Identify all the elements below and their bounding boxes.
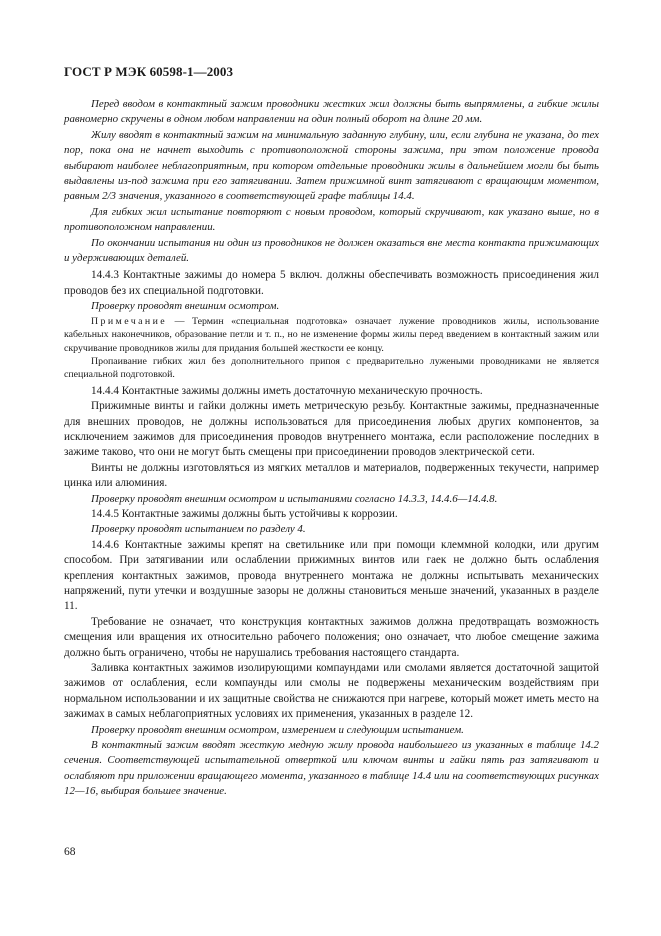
clause-14-4-4: 14.4.4 Контактные зажимы должны иметь достаточную механическую прочность. bbox=[91, 384, 483, 397]
document-body bbox=[64, 97, 599, 800]
paragraph-screws-thread: Прижимные винты и гайки должны иметь метрическую резьбу. Контактные зажимы, предназначенные для внешних проводов, не должны использоваться для присоединения любых других компонентов, за исключением зажимов для присоединения проводов внутреннего монтажа, если расположение последних в зажиме таково, что они не могут быть смещены при присоединении проводов электрической сети. bbox=[64, 400, 599, 459]
paragraph-test-result: По окончании испытания ни один из проводников не должен оказаться вне места контакта прижимающих и удерживающих деталей. bbox=[64, 236, 599, 265]
clause-14-4-3: 14.4.3 Контактные зажимы до номера 5 включ. должны обеспечивать возможность присоединения жил проводов без их специальной подготовки. bbox=[64, 269, 599, 297]
note-special-preparation bbox=[64, 315, 599, 355]
paragraph-torque-test: В контактный зажим вводят жесткую медную жилу провода наибольшего из указанных в таблице 14.2 сечения. Соответствующей испытательной отверткой или ключом винты и гайки пять раз затягивают и ослабляют при приложении вращающего момента, указанного в таблице 14.4 или на соответствующих рисунках 12—16, выбирая большее значение. bbox=[64, 739, 599, 798]
paragraph-flexible-repeat: Для гибких жил испытание повторяют с новым проводом, который скручивают, как указано выше, но в противоположном направлении. bbox=[64, 205, 599, 234]
check-measurement: Проверку проводят внешним осмотром, измерением и следующим испытанием. bbox=[91, 723, 464, 736]
standard-title: ГОСТ Р МЭК 60598-1—2003 bbox=[64, 64, 234, 79]
clause-14-4-6: 14.4.6 Контактные зажимы крепят на светильнике или при помощи клеммной колодки, или другим способом. При затягивании или ослаблении прижимных винтов или гаек не должно быть ослабления крепления контактных зажимов, провода внутреннего монтажа не должны испытывать механических напряжений, пути утечки и воздушные зазоры не должны становиться меньше значений, указанных в разделе 11. bbox=[64, 538, 599, 613]
note-soldering: Пропаивание гибких жил без дополнительного припоя с предварительно лужеными проводниками не является специальной подготовкой. bbox=[64, 355, 599, 381]
paragraph-wire-preparation: Перед вводом в контактный зажим проводники жестких жил должны быть выпрямлены, а гибкие жилы равномерно скручены в одном любом направлении на один полный оборот на длине 20 мм. bbox=[64, 98, 599, 126]
clause-14-4-5: 14.4.5 Контактные зажимы должны быть устойчивы к коррозии. bbox=[91, 507, 398, 520]
paragraph-wire-insertion: Жилу вводят в контактный зажим на минимальную заданную глубину, или, если глубина не указана, до тех пор, пока она не начнет выходить с противоположной стороны зажима, при этом положение провода выбирают наиболее неблагоприятным, при котором отдельные проводники жилы в дальнейшем могли бы быть выдавлены из-под зажима при его затягивании. Затем прижимной винт затягивают с вращающим моментом, равным 2/3 значения, указанного в соответствующей графе таблицы 14.4. bbox=[64, 128, 599, 203]
check-visual-1: Проверку проводят внешним осмотром. bbox=[91, 300, 280, 313]
check-visual-2: Проверку проводят внешним осмотром и испытаниями согласно 14.3.3, 14.4.6—14.4.8. bbox=[91, 492, 498, 505]
paragraph-compound: Заливка контактных зажимов изолирующими компаундами или смолами является достаточной защитой зажимов от ослабления, если компаунды или смолы не подвержены механическим воздействиям при нормальном использовании и их защитные свойства не снижаются при нагреве, который может иметь место на зажимах в самых неблагоприятных условиях их применения, указанных в разделе 12. bbox=[64, 662, 599, 721]
check-section-4: Проверку проводят испытанием по разделу 4. bbox=[91, 523, 306, 536]
page-number: 68 bbox=[64, 846, 76, 858]
note-text: — Термин «специальная подготовка» означает лужение проводников жилы, использование кабельных наконечников, образование петли и т. п., но не изменение формы жилы перед введением в контактный зажим или скручивание проводников жилы для придания большей жесткости ее концу. bbox=[64, 315, 599, 354]
note-label: Примечание bbox=[91, 315, 168, 327]
paragraph-soft-metals: Винты не должны изготовляться из мягких металлов и материалов, подверженных текучести, например цинка или алюминия. bbox=[64, 461, 599, 490]
paragraph-displacement: Требование не означает, что конструкция контактных зажимов должна предотвращать возможность смещения или вращения их относительно рабочего положения; оно означает, что любое смещение зажима должно быть ограничено, чтобы не нарушались требования настоящего стандарта. bbox=[64, 615, 599, 659]
